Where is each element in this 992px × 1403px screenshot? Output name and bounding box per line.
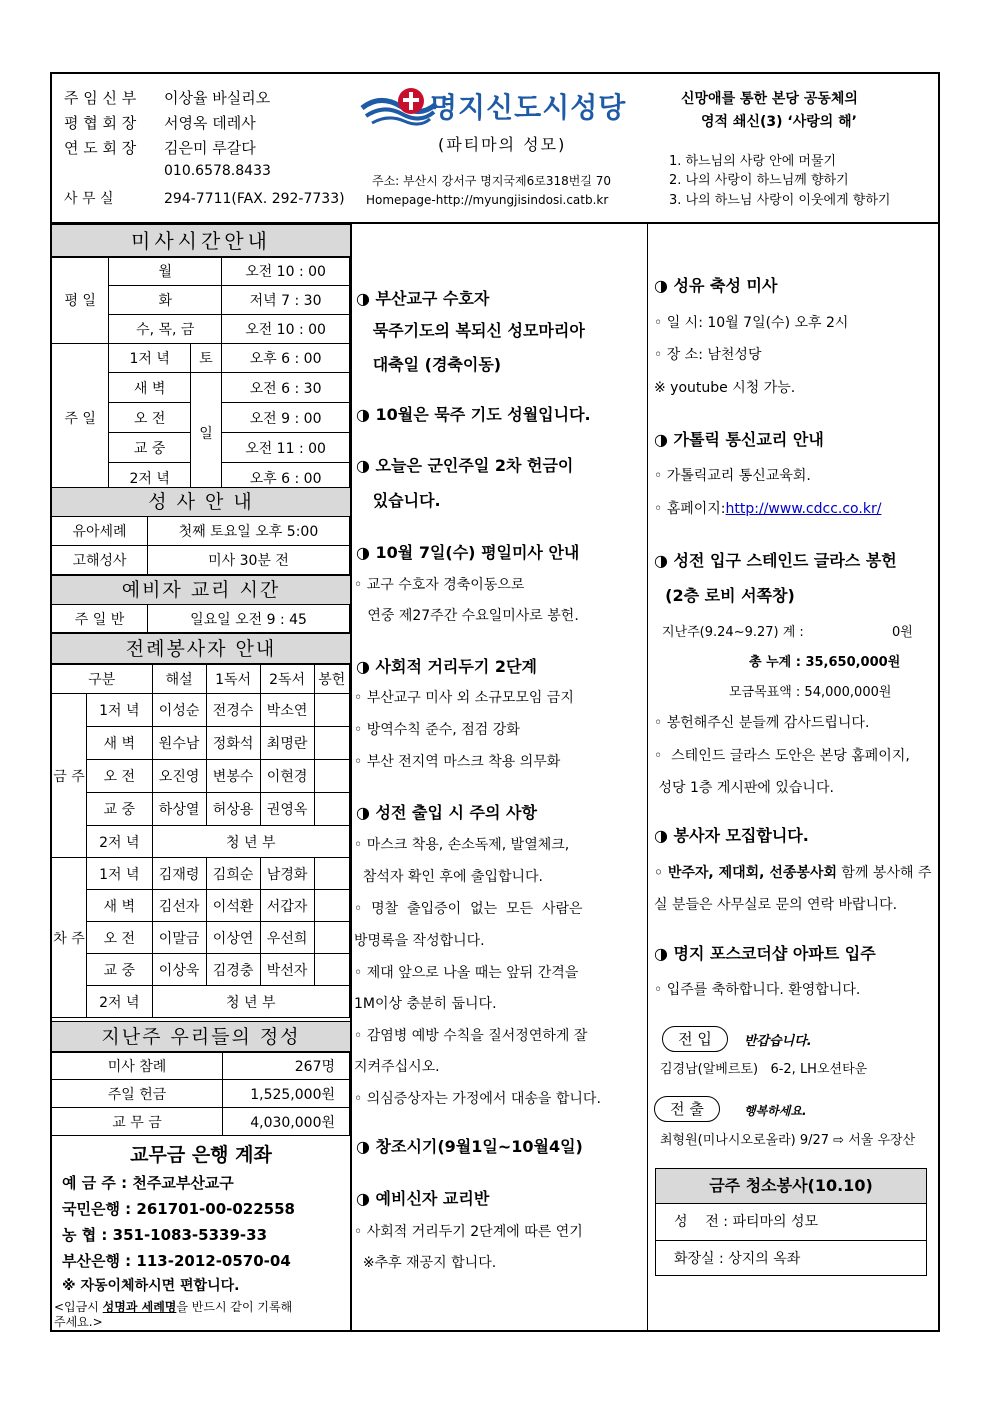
server-cell (314, 727, 349, 760)
mass-name: 새 벽 (109, 373, 191, 403)
server-cell: 이상연 (206, 922, 260, 954)
sunday-day-label: 일 (190, 373, 221, 493)
server-cell: 김경충 (206, 954, 260, 986)
server-cell: 김선자 (152, 890, 206, 922)
correspondence-head: ◑ 가톨릭 통신교리 안내 (654, 430, 824, 449)
server-cell: 박소연 (260, 694, 314, 727)
server-cell: 김희순 (206, 858, 260, 890)
announcement-head: ◑ 예비신자 교리반 (356, 1189, 490, 1208)
bank-title: 교무금 은행 계좌 (130, 1144, 272, 1166)
move-in-badge: 전 입 (662, 1026, 728, 1052)
mass-times-table (51, 256, 350, 493)
sacrament-name: 고해성사 (52, 546, 148, 575)
next-week-label: 차 주 (52, 858, 87, 1018)
announcement-line: ◦ 명찰 출입증이 없는 모든 사람은 (354, 901, 583, 917)
glass-design: 성당 1층 게시판에 있습니다. (654, 780, 834, 796)
servers-header: 봉헌 (314, 664, 349, 694)
cdcc-link[interactable]: http://www.cdcc.co.kr/ (725, 501, 882, 517)
server-cell (314, 793, 349, 826)
theme-item: 2. 나의 사랑이 하느님께 향하기 (669, 173, 849, 188)
volunteer-line: ◦ 반주자, 제대회, 선종봉사회 함께 봉사해 주 (654, 865, 932, 881)
catechumen-label: 주 일 반 (52, 605, 148, 633)
mass-times-title: 미사시간안내 (52, 224, 350, 258)
server-cell: 오진영 (152, 760, 206, 793)
announcement-line: ◦ 부산 전지역 마스크 착용 의무화 (354, 754, 561, 770)
glass-last-week-label: 지난주(9.24~9.27) 계 : (662, 625, 804, 640)
office-row: 사 무 실 294-7711(FAX. 292-7733) (64, 191, 345, 207)
bank-line: 농 협 : 351-1083-5339-33 (62, 1226, 268, 1244)
mass-time: 오전 9 : 00 (222, 403, 350, 433)
column-divider-left (350, 222, 352, 1332)
announcement-head: 묵주기도의 복되신 성모마리아 (356, 321, 585, 340)
move-out-greeting: 행복하세요. (744, 1104, 807, 1118)
offering-table (51, 1051, 350, 1136)
sacrament-name: 유아세례 (52, 517, 148, 546)
bank-line: 국민은행 : 261701-00-022558 (62, 1200, 295, 1218)
server-cell (314, 694, 349, 727)
offering-name: 교 무 금 (52, 1108, 223, 1136)
oil-mass-line: ◦ 일 시: 10월 7일(수) 오후 2시 (654, 315, 849, 331)
server-mass: 2저 녁 (87, 826, 153, 858)
server-youth: 청 년 부 (152, 986, 349, 1018)
announcement-line: ◦ 감염병 예방 수칙을 질서정연하게 잘 (354, 1028, 588, 1044)
mass-name: 2저 녁 (109, 463, 191, 493)
announcement-line: ◦ 방역수칙 준수, 점검 강화 (354, 722, 520, 738)
stained-glass-head-2: (2층 로비 서쪽창) (654, 586, 795, 605)
server-mass: 2저 녁 (87, 986, 153, 1018)
glass-last-week-value: 0원 (892, 625, 913, 640)
announcement-line: ◦ 마스크 착용, 손소독제, 발열체크, (354, 837, 570, 853)
correspondence-homepage: ◦ 홈페이지:http://www.cdcc.co.kr/ (654, 501, 882, 517)
bank-line: ※ 자동이체하시면 편합니다. (62, 1278, 240, 1294)
stained-glass-head: ◑ 성전 입구 스테인드 글라스 봉헌 (654, 551, 897, 570)
server-cell: 최명란 (260, 727, 314, 760)
mass-time: 오전 6 : 30 (222, 373, 350, 403)
mass-day: 수, 목, 금 (109, 315, 222, 344)
mass-day: 화 (109, 286, 222, 315)
server-cell: 이현경 (260, 760, 314, 793)
servers-header: 2독서 (260, 664, 314, 694)
server-cell (314, 890, 349, 922)
server-cell: 정화석 (206, 727, 260, 760)
mass-time: 오전 11 : 00 (222, 433, 350, 463)
offering-value: 4,030,000원 (223, 1108, 350, 1136)
server-mass: 오 전 (87, 760, 153, 793)
server-cell (314, 922, 349, 954)
offering-name: 주일 헌금 (52, 1080, 223, 1108)
server-cell: 김재령 (152, 858, 206, 890)
mass-name: 오 전 (109, 403, 191, 433)
server-cell: 원수남 (152, 727, 206, 760)
staff-row: 연 도 회 장 김은미 루갈다 (64, 139, 256, 157)
offering-name: 미사 참례 (52, 1052, 223, 1080)
cleaning-box (655, 1168, 927, 1276)
sacrament-title: 성 사 안 내 (52, 487, 350, 517)
server-mass: 새 벽 (87, 890, 153, 922)
mass-time: 오전 10 : 00 (222, 257, 350, 286)
cleaning-title: 금주 청소봉사(10.10) (656, 1169, 926, 1204)
server-cell (314, 760, 349, 793)
staff-phone: 010.6578.8433 (164, 163, 271, 179)
server-mass: 교 중 (87, 793, 153, 826)
catechumen-title: 예비자 교리 시간 (52, 575, 350, 605)
server-cell: 권영옥 (260, 793, 314, 826)
catechumen-value: 일요일 오전 9 : 45 (148, 605, 350, 633)
server-cell: 이성순 (152, 694, 206, 727)
bank-line: 부산은행 : 113-2012-0570-04 (62, 1252, 291, 1270)
server-mass: 교 중 (87, 954, 153, 986)
announcement-head: ◑ 성전 출입 시 주의 사항 (356, 803, 537, 822)
bank-line: 예 금 주 : 천주교부산교구 (62, 1174, 234, 1192)
servers-table (51, 663, 350, 1018)
glass-goal: 모금목표액 : 54,000,000원 (729, 685, 892, 700)
server-cell: 하상열 (152, 793, 206, 826)
announcement-line: ◦ 사회적 거리두기 2단계에 따른 연기 (354, 1224, 583, 1240)
church-name: 명지신도시성당 (430, 91, 627, 124)
mass-time: 오후 6 : 00 (222, 344, 350, 373)
theme-item: 3. 나의 하느님 사랑이 이웃에게 향하기 (669, 193, 891, 208)
mass-name: 교 중 (109, 433, 191, 463)
posco-head: ◑ 명지 포스코더샵 아파트 입주 (654, 944, 876, 963)
sacrament-value: 미사 30분 전 (148, 546, 350, 575)
server-mass: 1저 녁 (87, 858, 153, 890)
theme-title-line1: 신망애를 통한 본당 공동체의 (681, 91, 858, 107)
announcement-line: ◦ 교구 수호자 경축이동으로 (354, 577, 525, 593)
sacrament-value: 첫째 토요일 오후 5:00 (148, 517, 350, 546)
glass-total: 총 누계 : 35,650,000원 (749, 655, 901, 670)
church-patron: (파티마의 성모) (438, 135, 567, 154)
announcement-line: 1M이상 충분히 둡니다. (354, 996, 497, 1012)
cleaning-row: 성 전 : 파티마의 성모 (656, 1204, 926, 1241)
server-mass: 새 벽 (87, 727, 153, 760)
church-homepage-link[interactable]: Homepage-http://myungjisindosi.catb.kr (366, 193, 609, 207)
move-out-badge: 전 출 (654, 1096, 720, 1122)
announcement-head: ◑ 부산교구 수호자 (356, 289, 490, 308)
move-in-line: 김경남(알베르토) 6-2, LH오션타운 (660, 1062, 868, 1077)
mass-time: 오후 6 : 00 (222, 463, 350, 493)
catechumen-table (51, 604, 350, 633)
offering-title: 지난주 우리들의 정성 (52, 1021, 350, 1053)
servers-header: 해설 (152, 664, 206, 694)
server-cell: 이석환 (206, 890, 260, 922)
announcement-line: ◦ 제대 앞으로 나올 때는 앞뒤 간격을 (354, 965, 579, 981)
announcement-line: 지켜주십시오. (354, 1059, 440, 1075)
bank-note-2: 주세요.> (54, 1315, 103, 1329)
servers-header: 1독서 (206, 664, 260, 694)
server-cell: 박선자 (260, 954, 314, 986)
server-mass: 1저 녁 (87, 694, 153, 727)
server-mass: 오 전 (87, 922, 153, 954)
mass-name: 1저 녁 (109, 344, 191, 373)
announcement-line: ※추후 재공지 합니다. (354, 1255, 497, 1271)
server-cell: 이상욱 (152, 954, 206, 986)
staff-row: 주 임 신 부 이상율 바실리오 (64, 89, 271, 107)
server-cell: 이말금 (152, 922, 206, 954)
volunteer-head: ◑ 봉사자 모집합니다. (654, 826, 809, 845)
server-cell: 전경수 (206, 694, 260, 727)
announcement-head: ◑ 사회적 거리두기 2단계 (356, 657, 537, 676)
announcement-line: ◦ 부산교구 미사 외 소규모모임 금지 (354, 690, 574, 706)
move-in-greeting: 반갑습니다. (744, 1034, 812, 1049)
bank-note: <입금시 성명과 세례명을 반드시 같이 기록해 (54, 1300, 293, 1314)
church-address: 주소: 부산시 강서구 명지국제6로318번길 70 (372, 174, 611, 188)
sacrament-table (51, 516, 350, 575)
server-cell: 남경화 (260, 858, 314, 890)
cleaning-row: 화장실 : 상지의 옥좌 (674, 1251, 801, 1267)
theme-title-line2: 영적 쇄신(3) ‘사랑의 해’ (701, 114, 857, 130)
mass-time: 저녁 7 : 30 (222, 286, 350, 315)
announcement-head: ◑ 10월 7일(수) 평일미사 안내 (356, 543, 580, 562)
weekday-label: 평 일 (52, 257, 109, 344)
announcement-line: 연중 제27주간 수요일미사로 봉헌. (354, 608, 579, 624)
volunteer-line: 실 분들은 사무실로 문의 연락 바랍니다. (654, 897, 898, 913)
move-out-line: 최형원(미나시오로올라) 9/27 ⇨ 서울 우장산 (660, 1133, 916, 1148)
server-cell: 허상용 (206, 793, 260, 826)
server-cell: 서갑자 (260, 890, 314, 922)
glass-design: ◦ 스테인드 글라스 도안은 본당 홈페이지, (654, 748, 910, 764)
staff-row: 평 협 회 장 서영옥 데레사 (64, 114, 256, 132)
mass-day: 월 (109, 257, 222, 286)
announcement-head: ◑ 오늘은 군인주일 2차 헌금이 (356, 456, 574, 475)
announcement-line: ◦ 의심증상자는 가정에서 대송을 합니다. (354, 1091, 601, 1107)
servers-title: 전례봉사자 안내 (52, 633, 350, 665)
column-divider-right (647, 222, 648, 1332)
correspondence-line: ◦ 가톨릭교리 통신교육회. (654, 468, 811, 484)
announcement-head: ◑ 10월은 묵주 기도 성월입니다. (356, 405, 591, 424)
server-cell: 우선희 (260, 922, 314, 954)
server-cell: 변봉수 (206, 760, 260, 793)
mass-time: 오전 10 : 00 (222, 315, 350, 344)
server-cell (314, 858, 349, 890)
oil-mass-head: ◑ 성유 축성 미사 (654, 276, 778, 295)
announcement-head: 대축일 (경축이동) (356, 355, 502, 374)
saturday-label: 토 (190, 344, 221, 373)
this-week-label: 금 주 (52, 694, 87, 858)
announcement-line: 방명록을 작성합니다. (354, 933, 485, 949)
announcement-head: ◑ 창조시기(9월1일~10월4일) (356, 1137, 583, 1156)
servers-header: 구분 (52, 664, 153, 694)
posco-line: ◦ 입주를 축하합니다. 환영합니다. (654, 982, 861, 998)
theme-item: 1. 하느님의 사랑 안에 머물기 (669, 154, 837, 169)
offering-value: 1,525,000원 (223, 1080, 350, 1108)
announcement-line: 참석자 확인 후에 출입합니다. (354, 869, 543, 885)
oil-mass-line: ※ youtube 시청 가능. (654, 380, 796, 396)
offering-value: 267명 (223, 1052, 350, 1080)
glass-thanks: ◦ 봉헌해주신 분들께 감사드립니다. (654, 715, 870, 731)
server-cell (314, 954, 349, 986)
announcement-head: 있습니다. (356, 491, 441, 510)
server-youth: 청 년 부 (152, 826, 349, 858)
sunday-label: 주 일 (52, 344, 109, 493)
oil-mass-line: ◦ 장 소: 남천성당 (654, 347, 762, 363)
